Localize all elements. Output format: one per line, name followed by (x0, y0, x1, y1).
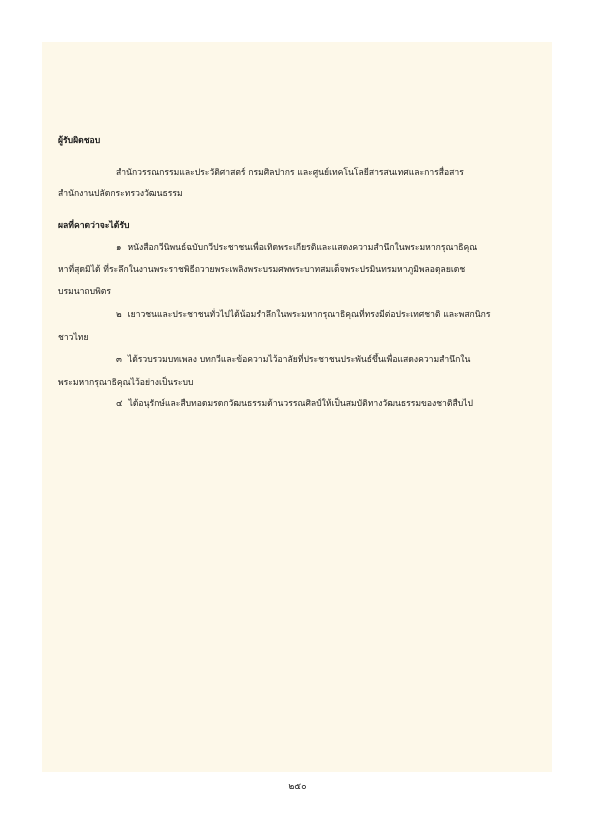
responsible-heading: ผู้รับผิดชอบ (58, 136, 101, 146)
expected-item-2-number: ๒ (116, 310, 122, 320)
expected-item-4-number: ๔ (116, 399, 123, 409)
page-number: ๒๕๐ (288, 782, 307, 792)
responsible-line-2: สำนักงานปลัดกระทรวงวัฒนธรรม (58, 189, 183, 199)
expected-item-1-line-3: บรมนาถบพิตร (58, 287, 111, 297)
expected-heading: ผลที่คาดว่าจะได้รับ (58, 221, 130, 231)
expected-item-1-text: หนังสือกวีนิพนธ์ฉบับกวีประชาชนเพื่อเทิดพระเกียรติและแสดงความสำนึกในพระมหากรุณาธิคุณ (127, 243, 478, 253)
expected-item-2-line-2: ชาวไทย (58, 333, 89, 343)
expected-item-3-line-1 (116, 354, 470, 366)
expected-item-3-line-2: พระมหากรุณาธิคุณไว้อย่างเป็นระบบ (58, 378, 194, 388)
responsible-line-1: สำนักวรรณกรรมและประวัติศาสตร์ กรมศิลปากร และศูนย์เทคโนโลยีสารสนเทศและการสื่อสาร (116, 168, 464, 178)
expected-item-4-text: ได้อนุรักษ์และสืบทอดมรดกวัฒนธรรมด้านวรรณศิลป์ให้เป็นสมบัติทางวัฒนธรรมของชาติสืบไป (128, 399, 473, 409)
expected-item-3-number: ๓ (116, 355, 122, 365)
expected-item-3-text: ได้รวบรวมบทเพลง บทกวีและข้อความไว้อาลัยที่ประชาชนประพันธ์ขึ้นเพื่อแสดงความสำนึกใน (127, 355, 471, 365)
expected-item-1-line-2: หาที่สุดมิได้ ที่ระลึกในงานพระราชพิธีถวายพระเพลิงพระบรมศพพระบาทสมเด็จพระปรมินทรมหาภูมิพลอดุลยเดช (58, 265, 466, 275)
expected-item-1-number: ๑ (116, 243, 122, 253)
expected-item-2-text: เยาวชนและประชาชนทั่วไปได้น้อมรำลึกในพระมหากรุณาธิคุณที่ทรงมีต่อประเทศชาติ และพสกนิกร (127, 310, 491, 320)
expected-item-1-line-1 (116, 242, 477, 254)
expected-item-2-line-1 (116, 309, 490, 321)
expected-item-4-line-1 (116, 398, 473, 410)
